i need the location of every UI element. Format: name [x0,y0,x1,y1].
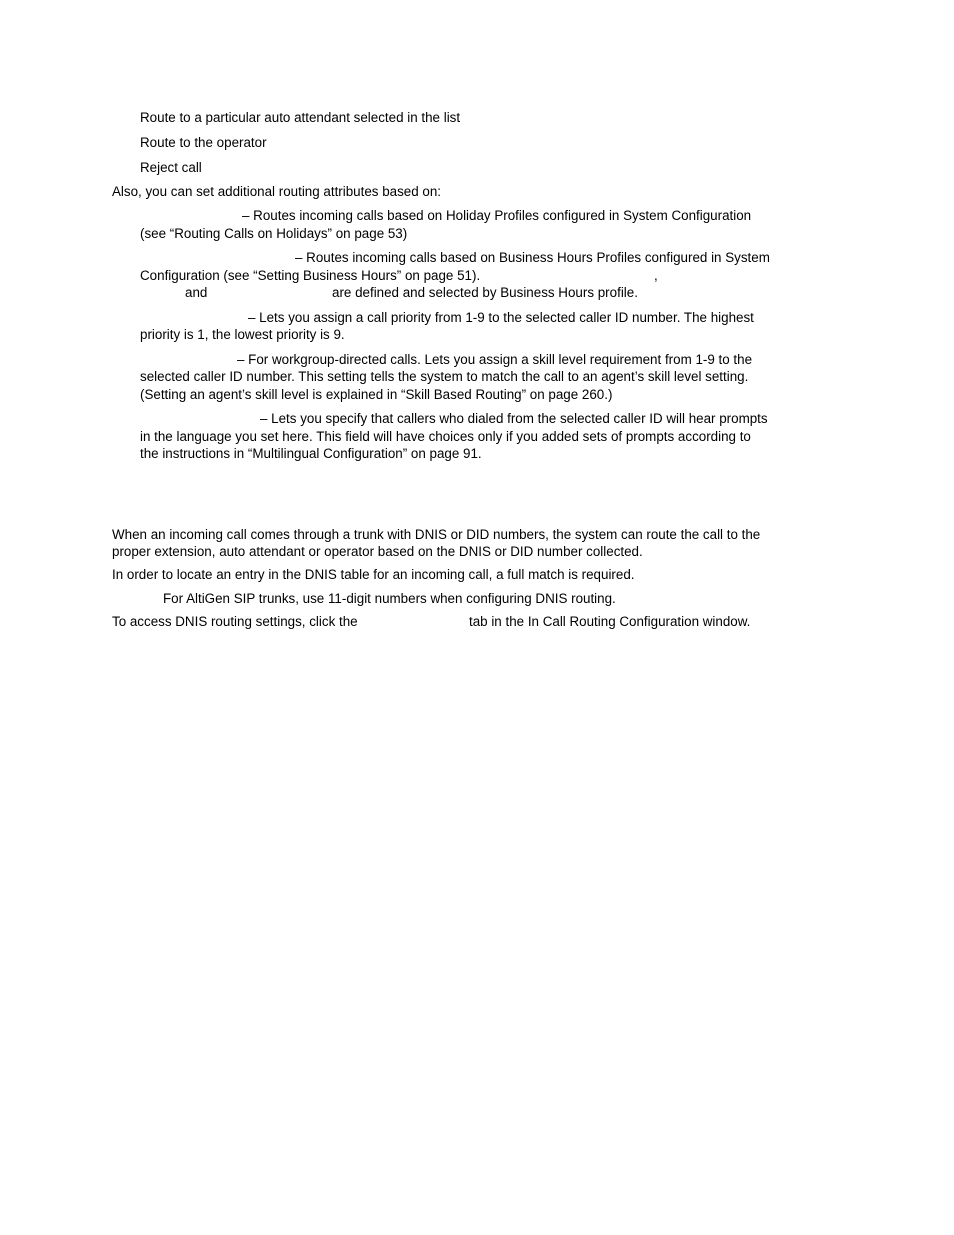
holiday-description-line2: (see “Routing Calls on Holidays” on page 53) [140,226,408,241]
language-description-line2: in the language you set here. This field will have choices only if you added sets of prompts according to [140,429,751,444]
skill-description-line3: (Setting an agent’s skill level is explained in “Skill Based Routing” on page 260.) [140,387,613,402]
priority-description-line2: priority is 1, the lowest priority is 9. [140,327,345,342]
priority-description-line1: – Lets you assign a call priority from 1-9 to the selected caller ID number. The highest [248,310,754,325]
dnis-access-instruction-end: tab in the In Call Routing Configuration window. [469,614,751,629]
holiday-description-line1: – Routes incoming calls based on Holiday Profiles configured in System Configuration [242,208,752,223]
business-hours-comma: , [654,268,658,283]
dnis-paragraph1-line2: proper extension, auto attendant or operator based on the DNIS or DID number collected. [112,544,643,559]
dnis-note: For AltiGen SIP trunks, use 11-digit numbers when configuring DNIS routing. [163,591,616,606]
dnis-paragraph1-line1: When an incoming call comes through a trunk with DNIS or DID numbers, the system can route the call to the [112,527,761,542]
routing-option-reject: Reject call [140,160,202,175]
skill-description-line2: selected caller ID number. This setting tells the system to match the call to an agent’s skill level setting. [140,369,749,384]
dnis-paragraph2: In order to locate an entry in the DNIS table for an incoming call, a full match is required. [112,567,635,582]
business-hours-description-line3: are defined and selected by Business Hours profile. [332,285,638,300]
business-hours-description-line1: – Routes incoming calls based on Business Hours Profiles configured in System [295,250,770,265]
routing-option-operator: Route to the operator [140,135,267,150]
business-hours-and: and [185,285,208,300]
language-description-line1: – Lets you specify that callers who dialed from the selected caller ID will hear prompts [260,411,768,426]
routing-attributes-intro: Also, you can set additional routing attributes based on: [112,184,442,199]
routing-option-auto-attendant: Route to a particular auto attendant selected in the list [140,110,461,125]
language-description-line3: the instructions in “Multilingual Configuration” on page 91. [140,446,482,461]
dnis-access-instruction: To access DNIS routing settings, click the [112,614,358,629]
business-hours-description-line2: Configuration (see “Setting Business Hours” on page 51). [140,268,481,283]
skill-description-line1: – For workgroup-directed calls. Lets you assign a skill level requirement from 1-9 to the [237,352,753,367]
